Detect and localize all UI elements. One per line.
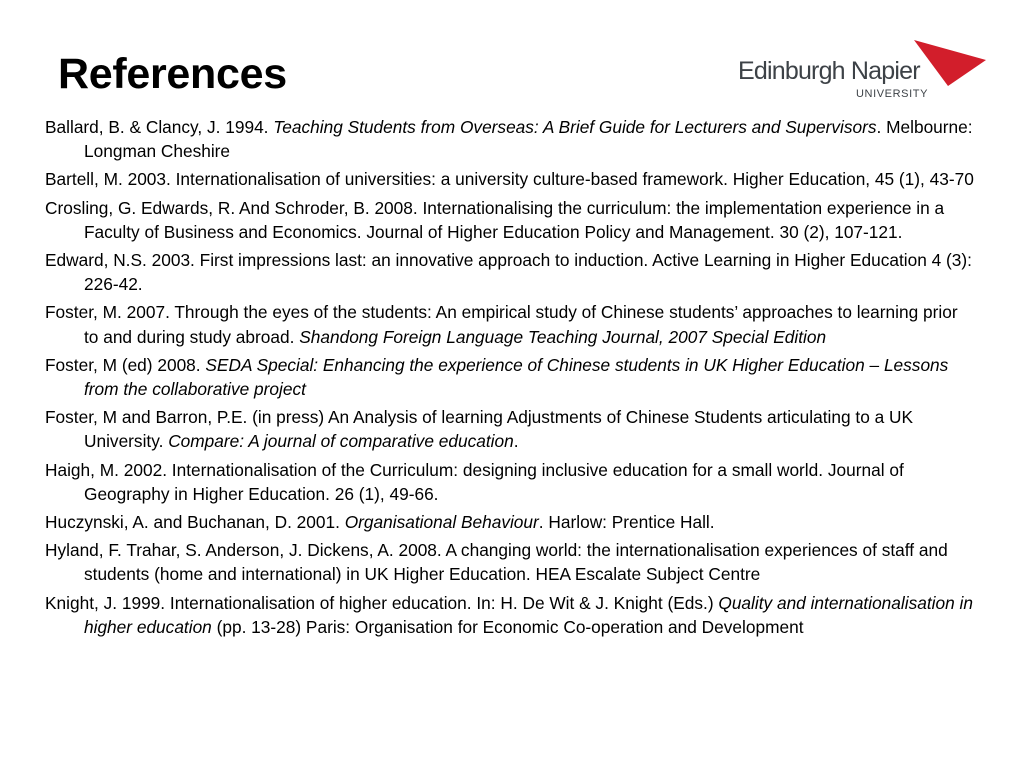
- reference-text: Knight, J. 1999. Internationalisation of higher education. In: H. De Wit & J. Knight (Eds.): [45, 592, 719, 613]
- reference-text: Bartell, M. 2003. Internationalisation of universities: a university culture-based framework. Higher Education, 45 (1), 43-70: [45, 169, 974, 190]
- reference-text: Edward, N.S. 2003. First impressions last: an innovative approach to induction. Active Learning in Higher Education 4 (3): 226-42.: [45, 250, 972, 295]
- reference-text: .: [513, 431, 519, 452]
- reference-text: Foster, M. 2007. Through the eyes of the students: An empirical study of Chinese students’ approaches to learning prior to and during study abroad.: [45, 302, 958, 347]
- university-logo: [736, 38, 988, 104]
- reference-title-italic: Organisational Behaviour: [344, 512, 539, 533]
- reference-title-italic: Compare: A journal of comparative education: [168, 431, 514, 452]
- reference-title-italic: Shandong Foreign Language Teaching Journal, 2007 Special Edition: [299, 326, 827, 347]
- reference-text: . Melbourne: Longman Cheshire: [84, 117, 973, 162]
- reference-item: [45, 591, 975, 639]
- reference-text: Huczynski, A. and Buchanan, D. 2001.: [45, 512, 345, 533]
- reference-item: [45, 405, 975, 453]
- reference-title-italic: Quality and internationalisation in higher education: [84, 592, 973, 637]
- reference-text: Foster, M and Barron, P.E. (in press) An Analysis of learning Adjustments of Chinese Students articulating to a UK University.: [45, 407, 914, 452]
- reference-text: Foster, M (ed) 2008.: [45, 354, 206, 375]
- reference-item: [45, 510, 975, 534]
- logo-name: Edinburgh Napier: [738, 57, 920, 85]
- reference-item: [45, 115, 975, 163]
- reference-list: [45, 115, 975, 639]
- reference-item: [45, 167, 975, 191]
- logo-subtitle: UNIVERSITY: [856, 88, 929, 100]
- reference-item: [45, 353, 975, 401]
- reference-text: . Harlow: Prentice Hall.: [538, 512, 715, 533]
- reference-text: (pp. 13-28) Paris: Organisation for Economic Co-operation and Development: [211, 616, 804, 637]
- reference-text: Crosling, G. Edwards, R. And Schroder, B. 2008. Internationalising the curriculum: the implementation experience in a Faculty of Business and Economics. Journal of Higher Education Policy and Management. 30 (2), 107-121.: [45, 197, 945, 242]
- reference-text: Ballard, B. & Clancy, J. 1994.: [45, 117, 274, 137]
- reference-item: [45, 248, 975, 296]
- reference-text: Hyland, F. Trahar, S. Anderson, J. Dickens, A. 2008. A changing world: the internationalisation experiences of staff and students (home and international) in UK Higher Education. HEA Escalate Subject Centre: [45, 540, 948, 585]
- page-title: References: [58, 50, 287, 98]
- reference-title-italic: Teaching Students from Overseas: A Brief Guide for Lecturers and Supervisors: [273, 117, 877, 137]
- reference-text: Haigh, M. 2002. Internationalisation of the Curriculum: designing inclusive education for a small world. Journal of Geography in Higher Education. 26 (1), 49-66.: [45, 459, 904, 504]
- reference-item: [45, 538, 975, 586]
- reference-item: [45, 458, 975, 506]
- reference-item: [45, 196, 975, 244]
- reference-title-italic: SEDA Special: Enhancing the experience of Chinese students in UK Higher Education – Lessons from the collaborative project: [84, 354, 949, 400]
- reference-item: [45, 300, 975, 348]
